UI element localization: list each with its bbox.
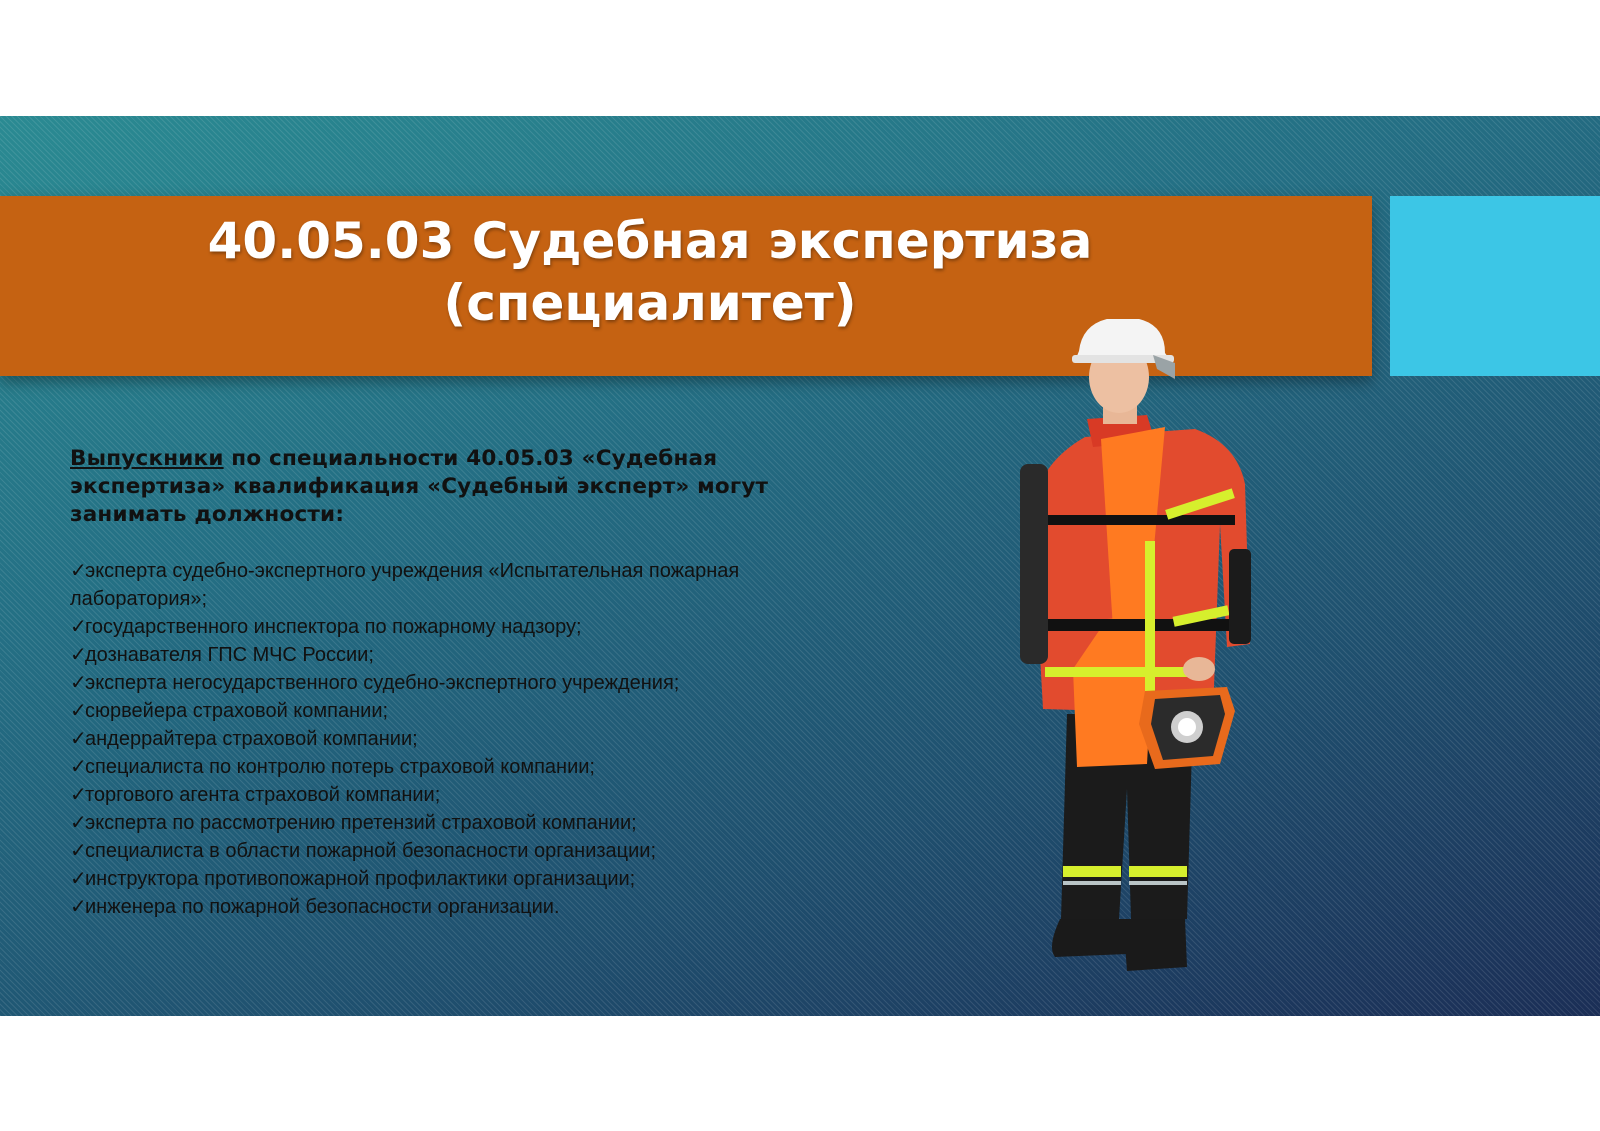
list-item xyxy=(70,669,850,697)
list-item-text: эксперта судебно-экспертного учреждения «Испытательная пожарная лаборатория»; xyxy=(70,560,740,610)
list-item-text: инженера по пожарной безопасности организации. xyxy=(85,896,560,918)
list-item-text: эксперта негосударственного судебно-экспертного учреждения; xyxy=(85,672,680,694)
list-item xyxy=(70,641,850,669)
checkmark-icon: ✓ xyxy=(70,784,87,806)
checkmark-icon: ✓ xyxy=(70,616,87,638)
slide xyxy=(0,116,1600,1016)
list-item-text: государственного инспектора по пожарному надзору; xyxy=(85,616,582,638)
list-item xyxy=(70,613,850,641)
intro-rest: по специальности 40.05.03 «Судебная экспертиза» квалификация «Судебный эксперт» могут занимать должности: xyxy=(70,446,769,527)
checkmark-icon: ✓ xyxy=(70,868,87,890)
slide-title: 40.05.03 Судебная экспертиза (специалитет) xyxy=(207,212,1093,332)
checkmark-icon: ✓ xyxy=(70,560,87,582)
list-item xyxy=(70,725,850,753)
list-item-text: торгового агента страховой компании; xyxy=(85,784,441,806)
list-item-text: специалиста по контролю потерь страховой компании; xyxy=(85,756,595,778)
list-item xyxy=(70,893,850,921)
firefighter-illustration xyxy=(1015,319,1275,988)
list-item xyxy=(70,557,850,613)
firefighter-figure xyxy=(1015,319,1275,984)
content-block xyxy=(70,445,850,921)
list-item-text: дознавателя ГПС МЧС России; xyxy=(85,644,374,666)
checkmark-icon: ✓ xyxy=(70,756,87,778)
list-item-text: андеррайтера страховой компании; xyxy=(85,728,418,750)
list-item xyxy=(70,837,850,865)
list-item-text: специалиста в области пожарной безопасности организации; xyxy=(85,840,657,862)
intro-lead: Выпускники xyxy=(70,446,224,471)
list-item-text: сюрвейера страховой компании; xyxy=(85,700,389,722)
list-item xyxy=(70,809,850,837)
checkmark-icon: ✓ xyxy=(70,728,87,750)
accent-square xyxy=(1390,196,1600,376)
checkmark-icon: ✓ xyxy=(70,896,87,918)
list-item-text: эксперта по рассмотрению претензий страховой компании; xyxy=(85,812,637,834)
checkmark-icon: ✓ xyxy=(70,700,87,722)
list-item-text: инструктора противопожарной профилактики организации; xyxy=(85,868,636,890)
checkmark-icon: ✓ xyxy=(70,672,87,694)
checkmark-icon: ✓ xyxy=(70,644,87,666)
checkmark-icon: ✓ xyxy=(70,840,87,862)
list-item xyxy=(70,697,850,725)
list-item xyxy=(70,865,850,893)
duties-list xyxy=(70,557,850,921)
list-item xyxy=(70,781,850,809)
list-item xyxy=(70,753,850,781)
intro-paragraph xyxy=(70,445,850,529)
checkmark-icon: ✓ xyxy=(70,812,87,834)
